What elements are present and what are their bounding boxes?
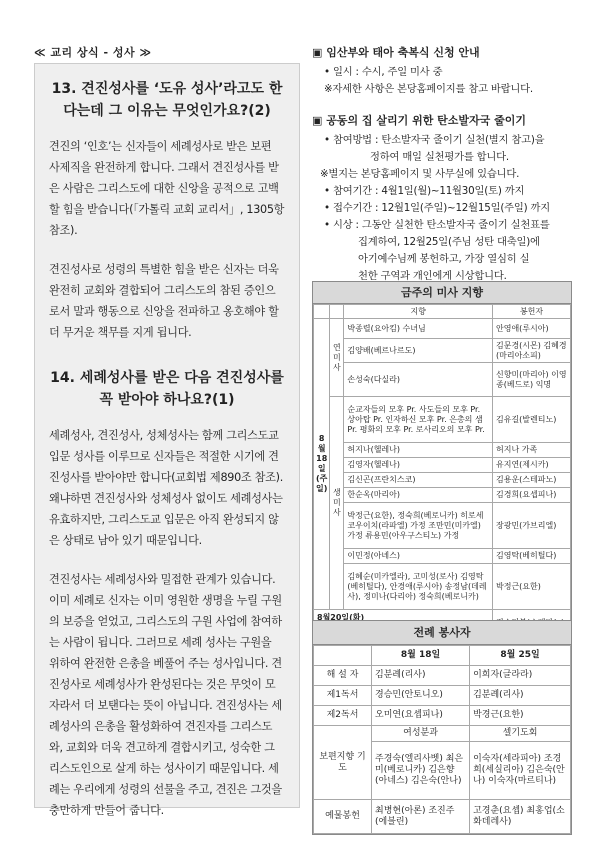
intention: 김혜순(미카엘라), 고미성(로사) 김영탁(베히틸다), 안경애(루시아) 송정남(데레사), 정미나(다리아) 정숙희(베로니카) [344, 564, 493, 610]
role: 예물봉헌 [314, 800, 372, 834]
server: 이희자(글라라) [470, 666, 571, 686]
catechism-box [34, 63, 300, 817]
notice-title: ▣ 임산부와 태아 축복식 신청 안내 [312, 46, 480, 59]
intention: 손성숙(다실라) [344, 363, 493, 397]
col-donor: 봉헌자 [493, 305, 571, 319]
role: 해 설 자 [314, 666, 372, 686]
donor: 김문경(시몬) 김혜경(마리아소피) [493, 339, 571, 363]
server: 이숙자(세라피아) 조경희(세실리아) 김은숙(안나) 이숙자(마르티나) [470, 742, 571, 800]
donor: 장광민(가브리엘) [493, 503, 571, 549]
donor: 허지나 가족 [493, 443, 571, 458]
weekday-date: 8월20일(화) [317, 612, 365, 622]
notice-line: • 접수기간 : 12월1일(주일)~12월15일(주일) 까지 [324, 202, 551, 214]
intention: 김영자(헬레나) [344, 458, 493, 473]
role: 제1독서 [314, 686, 372, 706]
question-14: 14. 세례성사를 받은 다음 견진성사를 꼭 받아야 하나요?(1) [50, 370, 284, 408]
donor: 유지연(제시카) [493, 458, 571, 473]
group-name: 여성분과 [372, 726, 470, 742]
role: 제2독서 [314, 706, 372, 726]
liturgy-servers-table [312, 620, 572, 835]
intention: 순교자들의 모후 Pr. 사도들의 모후 Pr. 상아탑 Pr. 인자하신 모후 Pr. 은총의 샘 Pr. 평화의 모후 Pr. 로사리오의 모후 Pr. [344, 397, 493, 443]
server: 김분례(리사) [470, 686, 571, 706]
server: 주경숙(엘리사벳) 최은미(베로니카) 김은향(아네스) 김은숙(안나) [372, 742, 470, 800]
col-date: 8월 18일 [372, 646, 470, 666]
notice-line: 집계하여, 12월25일(주님 성탄 대축일)에 [358, 236, 540, 248]
server: 김분례(리사) [372, 666, 470, 686]
intention: 김신곤(프란치스코) [344, 473, 493, 488]
donor: 김경희(요셉피나) [493, 488, 571, 503]
col-date: 8월 25일 [470, 646, 571, 666]
donor: 김유길(발렌티노) [493, 397, 571, 443]
group-living: 생미사 [330, 397, 344, 610]
server: 경승민(안토니오) [372, 686, 470, 706]
server: 오미연(요셉피나) [372, 706, 470, 726]
notice-title: ▣ 공동의 집 살리기 위한 탄소발자국 줄이기 [312, 114, 527, 127]
notice-line: 천한 구역과 개인에게 시상합니다. [358, 270, 507, 282]
group-requiem: 연미사 [330, 319, 344, 397]
servers-title: 전례 봉사자 [313, 621, 571, 645]
donor: 박정근(요한) [493, 564, 571, 610]
notice-line: • 참여기간 : 4월1일(월)~11월30일(토) 까지 [324, 185, 525, 197]
mass-date: 8월 18일 (주일) [314, 319, 330, 610]
intention: 박종렬(요아킴) 수녀님 [344, 319, 493, 339]
col-intention: 지향 [344, 305, 493, 319]
intention: 김양배(베르나르도) [344, 339, 493, 363]
question-13: 13. 견진성사를 ‘도유 성사’라고도 한다는데 그 이유는 무엇인가요?(2) [51, 81, 283, 119]
notice-line: • 일시 : 수시, 주일 미사 중 [324, 66, 443, 78]
intention: 허지나(헬레나) [344, 443, 493, 458]
group-name: 셀기도회 [470, 726, 571, 742]
intention: 박정근(요한), 정숙희(베로니카) 히로세 코우이치(라파엘) 가정 조만민(미카엘) 가정 류용민(아우구스티노) 가정 [344, 503, 493, 549]
notice-line: • 시상 : 그동안 실천한 탄소발자국 줄이기 실천표를 [324, 219, 550, 231]
role: 보편지향 기 도 [314, 726, 372, 800]
intention: 이민정(아녜스) [344, 549, 493, 564]
donor: 김영탁(베히틸다) [493, 549, 571, 564]
server: 박경근(요한) [470, 706, 571, 726]
donor: 김용운(스테파노) [493, 473, 571, 488]
notice-line: ※별지는 본당홈페이지 및 사무실에 있습니다. [320, 168, 520, 180]
answer-paragraph: 견진성사는 세례성사와 밀접한 관계가 있습니다. 이미 세례로 신자는 이미 영원한 생명을 누릴 구원의 보증을 얻었고, 그리스도의 구원 사업에 참여하는 사람이 됩니다. 그러므로 세례 성사는 구원을 위하여 완전한 은총을 베풀어 주는 성사입니다. 견진성사로 세례성사가 완성된다는 것은 무엇이 모자라서 더 보탠다는 뜻이 아닙니다. 견진성사는 세례성사의 은총을 활성화하여 견진자를 그리스도와, 교회와 더욱 견고하게 결합시키고, 성숙한 그리스도인으로 살게 하는 성사이기 때문입니다. 세례는 우리에게 성령의 선물을 주고, 견진은 그것을 충만하게 만들어 줍니다. [49, 573, 282, 817]
answer-paragraph: 견진성사로 성령의 특별한 힘을 받은 신자는 더욱 완전히 교회와 결합되어 그리스도의 참된 증인으로서 말과 행동으로 신앙을 전파하고 옹호해야 할 더 무거운 책무를 지게 됩니다. [49, 263, 279, 339]
intention: 한순옥(마리아) [344, 488, 493, 503]
notice-line: • 참여방법 : 탄소발자국 줄이기 실천(별지 참고)을 [324, 134, 545, 146]
answer-paragraph: 견진의 ‘인호’는 신자들이 세례성사로 받은 보편 사제직을 완전하게 합니다. 그래서 견진성사를 받은 사람은 그리스도에 대한 신앙을 공적으로 고백할 힘을 받습니다(「가톨릭 교회 교리서」, 1305항 참조). [49, 140, 285, 237]
notice-line: 정하여 매일 실천평가를 합니다. [370, 151, 509, 163]
mass-title: 금주의 미사 지향 [313, 282, 571, 304]
answer-paragraph: 세례성사, 견진성사, 성체성사는 함께 그리스도교 입문 성사를 이루므로 신자들은 적절한 시기에 견진성사를 받아야만 합니다(교회법 제890조 참조). 왜냐하면 견진성사와 성체성사 없이도 세례성사는 유효하지만, 그리스도교 입문은 아직 완성되지 않은 상태로 남아 있기 때문입니다. [49, 429, 283, 547]
server: 고경춘(요셉) 최홍업(소화데레사) [470, 800, 571, 834]
server: 최병현(아론) 조진주(에블린) [372, 800, 470, 834]
donor: 안영애(루시아) [493, 319, 571, 339]
notice-line: 아기예수님께 봉헌하고, 가장 열심히 실 [358, 253, 530, 265]
notices [312, 44, 572, 285]
notice-line: ※자세한 사항은 본당홈페이지를 참고 바랍니다. [324, 83, 533, 95]
mass-intentions-table [312, 281, 572, 637]
donor: 신향미(마리아) 이영종(베드로) 익명 [493, 363, 571, 397]
section-header: ≪ 교리 상식 - 성사 ≫ [34, 46, 152, 59]
